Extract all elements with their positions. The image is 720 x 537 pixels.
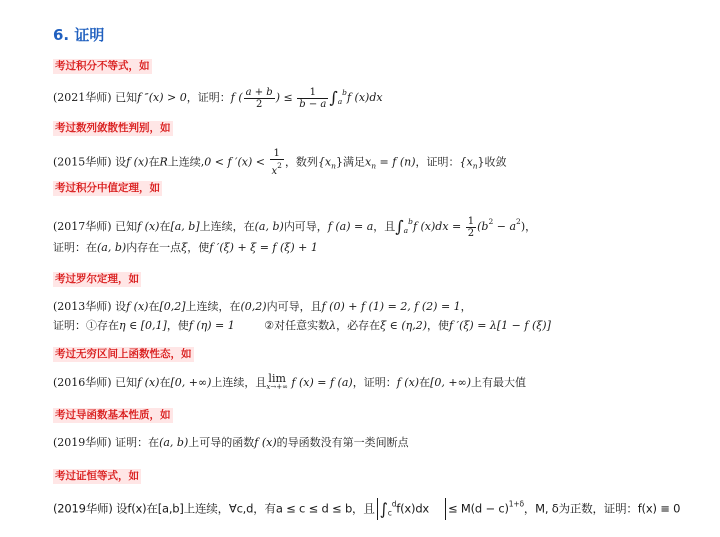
problem-source: (2019华师) 设f(x)在[a,b]上连续，∀c,d，有a ≤ c ≤ d ≤ b，且 <box>53 501 375 516</box>
fraction: $\frac{1}{2}$ <box>467 215 475 239</box>
abs-bar-right <box>445 498 446 520</box>
text: ，证明： <box>186 91 231 104</box>
math-expr: f (x)dx <box>346 91 383 104</box>
problem-2016: (2016华师) 已知f (x)在[0, +∞)上连续，且 lim x→+∞ f (x) = f (a)，证明：f (x)在[0, +∞)上有最大值 <box>53 372 527 391</box>
limit-operator: lim x→+∞ <box>266 372 288 391</box>
topic-tag-mean-value-integral: 考过积分中值定理，如 <box>55 182 160 194</box>
problem-2021 <box>53 86 383 110</box>
integral-sign: ∫ <box>329 88 338 107</box>
topic-tag-identity-proof: 考过证恒等式，如 <box>55 470 139 482</box>
abs-bar-left <box>377 498 378 520</box>
integral-sign: ∫ <box>379 499 388 519</box>
math-expr: f ( <box>230 91 243 104</box>
topic-tag-integral-inequality: 考过积分不等式，如 <box>55 60 150 72</box>
problem-2019a: (2019华师) 证明：在(a, b)上可导的函数f (x)的导函数没有第一类间断点 <box>53 436 409 449</box>
problem-2013-line2: 证明：①存在η ∈ [0,1]，使f (η) = 1 ②对任意实数λ，必存在ξ ∈ (η,2)，使f ′(ξ) = λ[1 − f (ξ)] <box>53 319 551 332</box>
problem-2017-line1: (2017华师) 已知f (x)在[a, b]上连续，在(a, b)内可导，f (a) = a，且$\int_a^bf$ (x)dx = $\frac{1}{2}$ $(b^2 - a^2)$， <box>53 215 537 239</box>
topic-tag-infinite-interval: 考过无穷区间上函数性态，如 <box>55 348 192 360</box>
fraction: $\frac{1}{x^2}$ <box>271 148 282 177</box>
section-title: 6. 证明 <box>53 26 105 44</box>
problem-source: (2021华师) 已知 <box>53 91 138 104</box>
problem-2015: (2015华师) 设f (x)在R上连续,0 < f ′(x) < $\frac{1}{x^2}$ ，数列$\{x_n\}$满足$x_n = f$ (n)，证明：$\{x_n\}$收敛 <box>53 148 507 177</box>
problem-source: (2013华师) 设 <box>53 300 127 313</box>
problem-2019b: (2019华师) 设f(x)在[a,b]上连续，∀c,d，有a ≤ c ≤ d ≤ b，且 $\int_c^df(x)dx \le M(d - c)^{1+\delta}$，M, δ为正数，证明：f(x) ≡ 0 <box>53 499 681 519</box>
fraction: $\frac{a + b}{2}$ <box>245 86 273 110</box>
integral-upper: b <box>342 88 347 97</box>
fraction: $\frac{1}{b - a}$ <box>299 86 327 110</box>
math-expr: ) ≤ <box>275 91 293 104</box>
integral-lower: a <box>337 97 343 106</box>
topic-tag-derivative-property: 考过导函数基本性质，如 <box>55 409 171 421</box>
problem-2013-line1: (2013华师) 设f (x)在[0,2]上连续，在(0,2)内可导，且f (0) + f (1) = 2, f (2) = 1， <box>53 300 472 313</box>
problem-source: (2019华师) 证明：在 <box>53 436 160 449</box>
integral-sign: ∫ <box>395 217 404 236</box>
math-expr: f ″(x) > 0 <box>137 91 187 104</box>
problem-source: (2017华师) 已知 <box>53 220 138 233</box>
problem-2017-line2: 证明：在(a, b)内存在一点ξ，使f ′(ξ) + ξ = f (ξ) + 1 <box>53 241 318 254</box>
problem-source: (2015华师) 设 <box>53 155 127 169</box>
topic-tag-rolle-theorem: 考过罗尔定理，如 <box>55 273 139 285</box>
topic-tag-sequence-convergence: 考过数列敛散性判别，如 <box>55 122 171 134</box>
problem-source: (2016华师) 已知 <box>53 376 138 389</box>
